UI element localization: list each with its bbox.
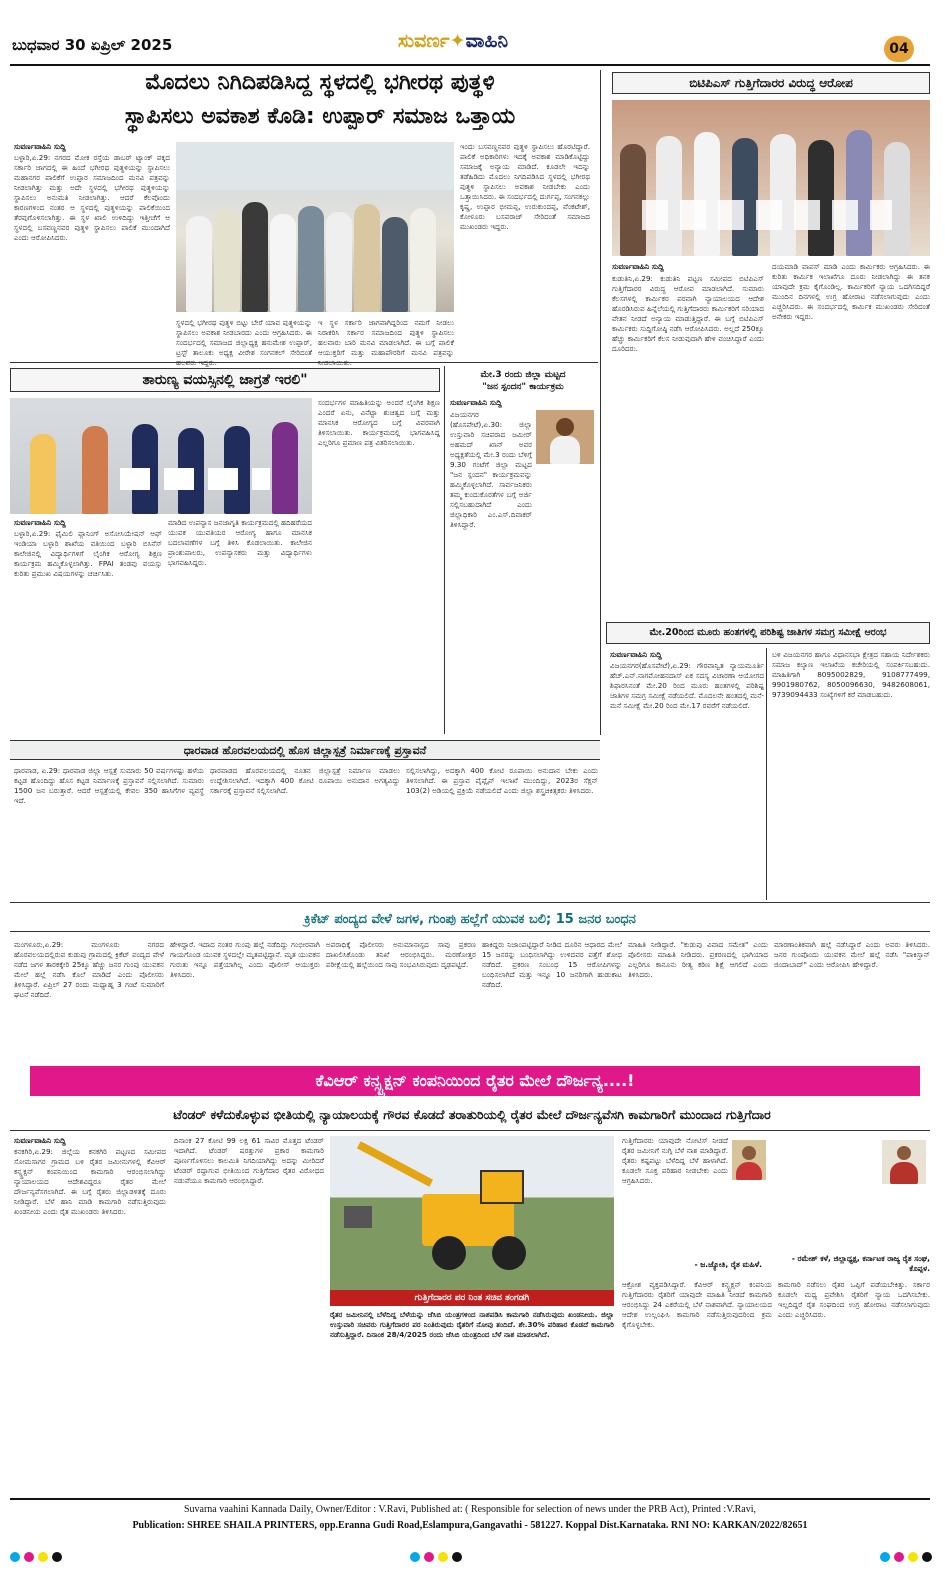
divider-story5	[766, 648, 767, 900]
story2-photo-workers	[612, 100, 930, 256]
story7-col6: ಮಾರಣಾಂತಿಕವಾಗಿ ಹಲ್ಲೆ ನಡೆಸಿದ್ದಾರೆ ಎಂದು ಅವರು ತಿಳಿಸಿದರು. ಜನರ ಗುಂಪೊಂದು ಯುವಕನ ಮೇಲೆ ಹಲ್ಲೆ ನಡೆಸಿ "ಪಾಕಿಸ್ತಾನ್ ಜಿಂದಾಬಾದ್" ಎಂದು ಆರೋಪಿಸಿ ಹೇಳಿದ್ದಾರೆ.	[774, 940, 930, 969]
story7-col2: ಹೇಳಿದ್ದಾರೆ. ಇದಾದ ನಂತರ ಗುಂಪು ಹಲ್ಲೆ ನಡೆದಿದ್ದು ಗಂಭೀರವಾಗಿ ಗಾಯಗೊಂಡ ಯುವಕ ಸ್ಥಳದಲ್ಲೇ ಮೃತಪಟ್ಟಿದ್ದಾನೆ. ಮೃತ ಯುವಕನ ಗುರುತು ಇನ್ನೂ ಪತ್ತೆಯಾಗಿಲ್ಲ ಎಂದು ಪೊಲೀಸ್ ಆಯುಕ್ತರು ತಿಳಿಸಿದರು.	[170, 940, 320, 979]
cyan-dot-icon	[880, 1552, 890, 1562]
story3-col1: ಬಳ್ಳಾರಿ,ಏ.29: ಫೈಮಿಲಿ ಪ್ಲಾನಿಂಗ್ ಅಸೋಸಿಯೇಷನ್ ಆಫ್ ಇಂಡಿಯಾ ಬಳ್ಳಾರಿ ಶಾಖೆಯ ವತಿಯಿಂದ ಬಳ್ಳಾರಿ ಬಿಸಿನೆಸ್ ಕಾಲೇಜಿನಲ್ಲಿ ವಿದ್ಯಾರ್ಥಿಗಳಿಗೆ ಲೈಂಗಿಕ ಆರೋಗ್ಯ ಶಿಕ್ಷಣ ಕಾರ್ಯಕ್ರಮ ಹಮ್ಮಿಕೊಳ್ಳಲಾಗಿತ್ತು. FPAI ತಂಡವು ವಯಸ್ಸು ಕುರಿತು ಪ್ರಮುಖ ವಿಷಯಗಳನ್ನು ಚರ್ಚಿಸಿತು.	[14, 529, 162, 578]
story5-col2: ಬಳಿ ವಿಜಯನಗರ ಹಾಗೂ ವಿಧಾನಸಭಾ ಕ್ಷೇತ್ರದ ಸಹಾಯ ನಿರ್ದೇಶಕರು ಸಮಾಜ ಕಲ್ಯಾಣ ಇಲಾಖೆಯ ಕಚೇರಿಯಲ್ಲಿ ಸಂಪರ್ಕಿಸಬಹುದು. ಮಾಹಿತಿಗಾಗಿ 8095002829, 9108777499, 9901980762, 8050096630, 9482608061, 9739094433 ಸಂಖ್ಯೆಗಳಿಗೆ ಕರೆ ಮಾಡಬಹುದು.	[772, 650, 930, 699]
story2-col1: ಕುಡುತಿನಿ,ಏ.29: ಕುಡುತಿನಿ ಪಟ್ಟಣ ಸಮೀಪದ ಬಿಟಿಪಿಎಸ್ ಗುತ್ತಿಗೆದಾರರ ವಿರುದ್ಧ ಆರೋಪ ಮಾಡಲಾಗಿದೆ. ಸುಮಾರು ಕೆಲಸಗಳಲ್ಲಿ ಕಾರ್ಮಿಕರ ಪರವಾಗಿ ನ್ಯಾಯಾಲಯದ ಆದೇಶ ಹೊರಡಿಸಿರುವ ಹಿನ್ನೆಲೆಯಲ್ಲಿ ಗುತ್ತಿಗೆದಾರರು ಕಾರ್ಮಿಕರಿಗೆ ಸರಿಯಾದ ವೇತನ ನೀಡದೆ ಅನ್ಯಾಯ ಮಾಡುತ್ತಿದ್ದಾರೆ. ಈ ಬಗ್ಗೆ ಬಿಟಿಪಿಎಸ್ ಕಾರ್ಮಿಕರು ಸುದ್ದಿಗೋಷ್ಠಿ ನಡೆಸಿ ಆರೋಪಿಸಿದರು. ಅಲ್ಲದೆ 250ಕ್ಕೂ ಹೆಚ್ಚು ಕಾರ್ಮಿಕರಿಗೆ ಕೆಲಸ ನೀಡುವುದಾಗಿ ಹೇಳಿ ವಂಚಿಸಿದ್ದಾರೆ ಎಂದು ದೂರಿದರು.	[612, 274, 764, 353]
footer-line1: Suvarna vaahini Kannada Daily, Owner/Editor : V.Ravi, Published at: ( Responsible for selection of news under the PRB Act), Printed :V.Ravi,	[183, 1504, 757, 1515]
column-divider-right	[600, 70, 601, 735]
cyan-dot-icon	[410, 1552, 420, 1562]
story6-headline: ಧಾರವಾಡ ಹೊರವಲಯದಲ್ಲಿ ಹೊಸ ಜಿಲ್ಲಾಸ್ಪತ್ರೆ ನಿರ್ಮಾಣಕ್ಕೆ ಪ್ರಸ್ತಾವನೆ	[10, 740, 600, 760]
divider-story6	[10, 902, 930, 903]
story6-col2: ಧಾರವಾಡದ ಹೊರವಲಯದಲ್ಲಿ ನೂತನ ಜಿಲ್ಲಾಸ್ಪತ್ರೆ ನಿರ್ಮಾಣ ಮಾಡಲು ಉದ್ದೇಶಿಸಲಾಗಿದೆ. ಇದಕ್ಕಾಗಿ 400 ಕೋಟಿ ರೂಪಾಯಿ ಅನುದಾನ ಅಗತ್ಯವಿದ್ದು ಸರ್ಕಾರಕ್ಕೆ ಪ್ರಸ್ತಾವನೆ ಸಲ್ಲಿಸಲಾಗಿದೆ.	[210, 766, 400, 795]
yellow-dot-icon	[438, 1552, 448, 1562]
story8-photo-jcb	[330, 1136, 614, 1290]
story1-col4: ಇಂದು ಬಸವಣ್ಣನವರ ಪುತ್ಥಳಿ ಸ್ಥಾಪಿಸಲು ಹೊರಟಿದ್ದಾರೆ. ಪಾಲಿಕೆ ಅಧಿಕಾರಿಗಳು ಇದಕ್ಕೆ ಅವಕಾಶ ಮಾಡಿಕೊಟ್ಟಿದ್ದು ಸಮಾಜಕ್ಕೆ ಅನ್ಯಾಯ ಮಾಡಿದೆ. ಕೂಡಲೇ ಇದನ್ನು ತಡೆಹಿಡಿದು ಮೊದಲು ನಿಗದಿಪಡಿಸಿದ ಸ್ಥಳದಲ್ಲಿ ಭಗೀರಥ ಪುತ್ಥಳಿ ಸ್ಥಾಪಿಸಲು ಅವಕಾಶ ನೀಡಬೇಕು ಎಂದು ಒತ್ತಾಯಿಸಿದರು. ಈ ಸಂದರ್ಭದಲ್ಲಿ ದುರ್ಗಪ್ಪ, ಸಂಗನಕಲ್ಲು ಕೃಷ್ಣ, ಉಪ್ಪಾರ ಭೀಮಪ್ಪ, ಉರುಕುಂದಪ್ಪ, ವೆಂಕಟೇಶ್, ಕೋಳೂರು ಬಸವರಾಜ್ ಸೇರಿದಂತೆ ಸಮಾಜದ ಮುಖಂಡರು ಇದ್ದರು.	[460, 142, 590, 231]
story1-col3: ಇ ಸ್ಥಳ ಸರ್ಕಾರಿ ಜಾಗವಾಗಿದ್ದರಿಂದ ನಮಗೆ ನೀಡಲು ನಿರಾಕರಿಸಿ ಸರ್ಕಾರ ಸಮಾಜದಿಂದ ಪುತ್ಥಳಿ ಸ್ಥಾಪಿಸಲು ಹಲವಾರು ಬಾರಿ ಮನವಿ ಮಾಡಲಾಗಿದೆ. ಈ ಬಗ್ಗೆ ಪಾಲಿಕೆ ಆಯುಕ್ತರಿಗೆ ಮತ್ತು ಮಹಾಪೌರರಿಗೆ ಮನವಿ ಪತ್ರವನ್ನು	[318, 318, 454, 357]
story1-col1: ಬಳ್ಳಾರಿ,ಏ.29: ನಗರದ ಮೋಕ ರಸ್ತೆಯ ಡಾಬರ್ ಟ್ಯಾಂಕ್ ಪಕ್ಕದ ಸರ್ಕಾರಿ ಜಾಗದಲ್ಲಿ ಈ ಹಿಂದೆ ಭಗೀರಥ ಪುತ್ಥಳಿಯನ್ನು ಸ್ಥಾಪಿಸಲು ಮಹಾನಗರ ಪಾಲಿಕೆಗೆ ಉಪ್ಪಾರ ಸಮಾಜದಿಂದ ಮನವಿ ಪತ್ರವನ್ನು ನೀಡಲಾಗಿತ್ತು ಮತ್ತು ಅದೇ ಸ್ಥಳದಲ್ಲಿ ಭಗೀರಥ ಪುತ್ಥಳಿಯನ್ನು ಸ್ಥಾಪಿಸಲು ಅನುಮತಿ ನೀಡಲಾಗಿತ್ತು. ಆದರೆ ಕೆಲವೊಂದು ಕಾರಣಗಳಿಂದ ನಂತರ ಆ ಸ್ಥಳದಲ್ಲಿ ಪುತ್ಥಳಿಯನ್ನು ಪಾಲಿಕೆಯಿಂದ ತೆರವುಗೊಳಿಸಲಾಗಿತ್ತು. ಈ ಸ್ಥಳ ಖಾಲಿ ಉಳಿದಿದ್ದು ಇತ್ತೀಚೆಗೆ ಆ ಸ್ಥಳದಲ್ಲಿ ಬಸವಣ್ಣನವರ ಪುತ್ಥಳಿ ಸ್ಥಾಪಿಸಲು ಪಾಲಿಕೆ ಮುಂದಾಗಿದೆ ಎಂದು ಆರೋಪಿಸಿದರು.	[14, 153, 170, 242]
story7-col3: ಅಪರಾಧಿಕ್ಕೆ ಪೊಲೀಸರು ಅನುಮಾನಾಸ್ಪದ ಸಾವು ಪ್ರಕರಣ ದಾಖಲಿಸಿಕೊಂಡು ತನಿಖೆ ಆರಂಭಿಸಿದ್ದರು. ಮರಣೋತ್ತರ ಪರೀಕ್ಷೆಯಲ್ಲಿ ಹಲ್ಲೆಯಿಂದ ಸಾವು ಸಂಭವಿಸಿರುವುದು ದೃಢಪಟ್ಟಿದೆ.	[326, 940, 476, 969]
story1-col2: ಸ್ಥಳದಲ್ಲಿ ಭಗೀರಥ ಪುತ್ಥಳಿ ಬಿಟ್ಟು ಬೇರೆ ಯಾವ ಪುತ್ಥಳಿಯನ್ನು ಸ್ಥಾಪಿಸಲು ಅವಕಾಶ ನೀಡಬಾರದು ಎಂದು ಆಗ್ರಹಿಸಿದರು. ಈ ಸಂದರ್ಭದಲ್ಲಿ ಸಮಾಜದ ಜಿಲ್ಲಾಧ್ಯಕ್ಷ ಹನುಮೇಶ ಉಪ್ಪಾರ್, ಟ್ರಸ್ಟ್ ತಾಲೂಕು ಅಧ್ಯಕ್ಷ ವೀರೇಶ ಸಂಗನಕಲ್ ಸೇರಿದಂತೆ	[176, 318, 312, 357]
story3-col2: ಮಾಡಿದ ಉಪನ್ಯಾಸ ಜನಜಾಗೃತಿ ಕಾರ್ಯಕ್ರಮದಲ್ಲಿ ಹದಿಹರೆಯದ ಯುವಕ ಯುವತಿಯರ ಆರೋಗ್ಯ ಹಾಗೂ ಮಾನಸಿಕ ಬದಲಾವಣೆಗಳ ಬಗ್ಗೆ ತಿಳಿಸಿ ಕೊಡಲಾಯಿತು. ಕಾಲೇಜಿನ ಪ್ರಾಂಶುಪಾಲರು, ಉಪನ್ಯಾಸಕರು ಮತ್ತು ವಿದ್ಯಾರ್ಥಿಗಳು ಭಾಗವಹಿಸಿದ್ದರು.	[168, 518, 312, 567]
footer-line2: Publication: SHREE SHAILA PRINTERS, opp.Eranna Gudi Road,Eslampura,Gangavathi - 581227. Koppal Dist.Karnataka. RNI NO: KARKAN/2022/82651	[132, 1520, 808, 1531]
story1-byline: ಸುವರ್ಣವಾಹಿನಿ ಸುದ್ದಿ	[14, 142, 66, 151]
story1-photo-group	[176, 142, 454, 312]
masthead-rule	[10, 64, 930, 66]
story8-col5: ಆಕ್ರೋಶ ವ್ಯಕ್ತಪಡಿಸಿದ್ದಾರೆ. ಕೆವಿಆರ್ ಕನ್ಸ್ಟ್ರಕ್ಷನ್ ಕಂಪನಿಯ ಗುತ್ತಿಗೆದಾರರು ರೈತರಿಗೆ ಯಾವುದೇ ಮಾಹಿತಿ ನೀಡದೆ ಕಾಮಗಾರಿ ಆರಂಭಿಸಿದ್ದು 24 ಎಕರೆಯಲ್ಲಿ ಬೆಳೆ ನಾಶವಾಗಿದೆ. ನ್ಯಾಯಾಲಯದ ಆದೇಶ ಉಲ್ಲಂಘಿಸಿ ಕಾಮಗಾರಿ ನಡೆಸುತ್ತಿರುವುದರಿಂದ ಕ್ರಮ ಕೈಗೊಳ್ಳಬೇಕು.	[622, 1280, 772, 1329]
story8-subhead: ಟೆಂಡರ್ ಕಳೆದುಕೊಳ್ಳುವ ಭೀತಿಯಲ್ಲಿ ನ್ಯಾಯಾಲಯಕ್ಕೆ ಗೌರವ ಕೊಡದೆ ತರಾತುರಿಯಲ್ಲಿ ರೈತರ ಮೇಲೆ ದೌರ್ಜನ್ಯವೆಸಗಿ ಕಾಮಗಾರಿಗೆ ಮುಂದಾದ ಗುತ್ತಿಗೆದಾರ	[173, 1107, 771, 1122]
story4-body: ವಿಜಯನಗರ (ಹೊಸಪೇಟೆ),ಏ.30: ಜಿಲ್ಲಾ ಉಸ್ತುವಾರಿ ಸಚಿವರಾದ ಜಮೀರ್ ಅಹಮದ್ ಖಾನ್ ಅವರ ಅಧ್ಯಕ್ಷತೆಯಲ್ಲಿ ಮೇ.3 ರಂದು ಬೆಳಿಗ್ಗೆ 9.30 ಗಂಟೆಗೆ ಜಿಲ್ಲಾ ಮಟ್ಟದ "ಜನ ಸ್ಪಂದನ" ಕಾರ್ಯಕ್ರಮವನ್ನು ಹಮ್ಮಿಕೊಳ್ಳಲಾಗಿದೆ. ಸಾರ್ವಜನಿಕರು ತಮ್ಮ ಕುಂದುಕೊರತೆಗಳ ಬಗ್ಗೆ ಅರ್ಜಿ ಸಲ್ಲಿಸಬಹುದಾಗಿದೆ ಎಂದು ಜಿಲ್ಲಾಧಿಕಾರಿ ಎಂ.ಎಸ್.ದಿವಾಕರ್ ತಿಳಿಸಿದ್ದಾರೆ.	[450, 410, 532, 529]
story8-quote2-name: - ರಮೇಶ್ ಕಳೆ, ಜಿಲ್ಲಾಧ್ಯಕ್ಷ, ಕರ್ನಾಟಕ ರಾಜ್ಯ ರೈತ ಸಂಘ, ಕೊಪ್ಪಳ.	[791, 1254, 930, 1273]
story7-col1: ಮಂಗಳೂರು,ಏ.29: ಮಂಗಳೂರು ನಗರದ ಹೊರವಲಯದಲ್ಲಿರುವ ಕುಡುಪು ಗ್ರಾಮದಲ್ಲಿ ಕ್ರಿಕೆಟ್ ಪಂದ್ಯದ ವೇಳೆ ನಡೆದ ಜಗಳ ತಾರಕಕ್ಕೇರಿ 25ಕ್ಕೂ ಹೆಚ್ಚು ಜನರ ಗುಂಪು ಯುವಕನ ಮೇಲೆ ಹಲ್ಲೆ ನಡೆಸಿ ಕೊಲೆ ಮಾಡಿದೆ ಎಂದು ಪೊಲೀಸರು ತಿಳಿಸಿದ್ದಾರೆ. ಏಪ್ರಿಲ್ 27 ರಂದು ಮಧ್ಯಾಹ್ನ 3 ಗಂಟೆ ಸುಮಾರಿಗೆ ಘಟನೆ ನಡೆದಿದೆ.	[14, 940, 164, 999]
story7-headline: ಕ್ರಿಕೆಟ್ ಪಂದ್ಯದ ವೇಳೆ ಜಗಳ, ಗುಂಪು ಹಲ್ಲೆಗೆ ಯುವಕ ಬಲಿ; 15 ಜನರ ಬಂಧನ	[10, 908, 930, 932]
cyan-dot-icon	[10, 1552, 20, 1562]
story4-headline-line1: ಮೇ.3 ರಂದು ಜಿಲ್ಲಾ ಮಟ್ಟದ	[480, 370, 566, 380]
brand-right: ವಾಹಿನಿ	[465, 30, 509, 52]
story4-headline-line2: "ಜನ ಸ್ಪಂದನ" ಕಾರ್ಯಕ್ರಮ	[482, 382, 564, 392]
issue-date: ಬುಧವಾರ 30 ಏಪ್ರಿಲ್ 2025	[12, 36, 173, 54]
story5-headline: ಮೇ.20ರಿಂದ ಮೂರು ಹಂತಗಳಲ್ಲಿ ಪರಿಶಿಷ್ಟ ಜಾತಿಗಳ ಸಮಗ್ರ ಸಮೀಕ್ಷೆ ಆರಂಭ	[606, 622, 930, 644]
story8-col4: ಗುತ್ತಿಗೆದಾರರು ಯಾವುದೇ ನೋಟಿಸ್ ನೀಡದೆ ರೈತರ ಜಮೀನಿಗೆ ನುಗ್ಗಿ ಬೆಳೆ ನಾಶ ಮಾಡಿದ್ದಾರೆ. ರೈತರು ಕಷ್ಟಪಟ್ಟು ಬೆಳೆದಿದ್ದ ಬೆಳೆ ಹಾಳಾಗಿದೆ. ಕೂಡಲೇ ಸೂಕ್ತ ಪರಿಹಾರ ನೀಡಬೇಕು ಎಂದು ಆಗ್ರಹಿಸಿದರು.	[622, 1136, 728, 1185]
story8-quote1-name: - ಜ.ಜ್ಯೋತಿ, ರೈತ ಮಹಿಳೆ.	[694, 1260, 762, 1269]
story2-headline: ಬಿಟಿಪಿಎಸ್ ಗುತ್ತಿಗೆದಾರರ ವಿರುದ್ಧ ಆರೋಪ	[612, 72, 930, 94]
brand-star-icon: ✦	[449, 30, 466, 52]
story6-col1: ಧಾರವಾಡ, ಏ.29: ಧಾರವಾಡ ಜಿಲ್ಲಾ ಆಸ್ಪತ್ರೆ ಸುಮಾರು 50 ವರ್ಷಗಳಷ್ಟು ಹಳೆಯ ಕಟ್ಟಡ ಹೊಂದಿದ್ದು ಹೊಸ ಕಟ್ಟಡ ನಿರ್ಮಾಣಕ್ಕೆ ಪ್ರಸ್ತಾವನೆ ಸಲ್ಲಿಸಲಾಗಿದೆ. ಸುಮಾರು 1500 ಜನ ಬರುತ್ತಾರೆ. ಆದರೆ ಆಸ್ಪತ್ರೆಯಲ್ಲಿ ಕೇವಲ 350 ಹಾಸಿಗೆಗಳ ವ್ಯವಸ್ಥೆ ಇದೆ.	[14, 766, 204, 805]
story3-byline: ಸುವರ್ಣವಾಹಿನಿ ಸುದ್ದಿ	[14, 518, 66, 527]
story1-headline-line1: ಮೊದಲು ನಿಗಿದಿಪಡಿಸಿದ್ದ ಸ್ಥಳದಲ್ಲಿ ಭಗೀರಥ ಪುತ್ಥಳಿ	[145, 70, 495, 95]
story7-col4: ಹಾಕಿದ್ದರು ನಿಜಾಂಪಟ್ಟಿದ್ದಾರೆ ನೀಡಿದ ದೂರಿನ ಆಧಾರದ ಮೇಲೆ 15 ಜನರನ್ನು ಬಂಧಿಸಲಾಗಿದ್ದು ಉಳಿದವರ ಪತ್ತೆಗೆ ಶೋಧ ನಡೆದಿದೆ. ಪ್ರಕರಣ ಸಂಬಂಧ 15 ಆರೋಪಿಗಳನ್ನು ಬಂಧಿಸಲಾಗಿದೆ ಮತ್ತು ಇನ್ನೂ 10 ಜನರಿಗಾಗಿ ಹುಡುಕಾಟ ನಡೆದಿದೆ.	[482, 940, 622, 989]
yellow-dot-icon	[38, 1552, 48, 1562]
black-dot-icon	[452, 1552, 462, 1562]
story8-photo-quote1	[732, 1140, 766, 1180]
story8-col3: ರೈತರ ಜಮೀನಿನಲ್ಲಿ ಬೆಳೆದಿದ್ದ ಬೆಳೆಯನ್ನು ಜೆಸಿಬಿ ಯಂತ್ರಗಳಿಂದ ನಾಶಪಡಿಸಿ ಕಾಮಗಾರಿ ನಡೆಸಿರುವುದು ಖಂಡನೀಯ. ಜಿಲ್ಲಾ ಉಸ್ತುವಾರಿ ಸಚಿವರು ಗುತ್ತಿಗೆದಾರರ ಪರ ನಿಂತಿರುವುದು ರೈತರಿಗೆ ನೋವು ತಂದಿದೆ. ಶೇ.30% ಪರಿಹಾರ ಕೊಡದೆ ಕಾಮಗಾರಿ ನಡೆಸುತ್ತಿದ್ದಾರೆ. ದಿನಾಂಕ 28/4/2025 ರಂದು ಜೆಸಿಬಿ ಯಂತ್ರದಿಂದ ಬೆಳೆ ನಾಶ ಮಾಡಲಾಗಿದೆ.	[330, 1310, 614, 1339]
story3-photo-students	[10, 398, 312, 514]
story8-col2: ದಿನಾಂಕ 27 ಕೋಟಿ 99 ಲಕ್ಷ 61 ಸಾವಿರ ಮೊತ್ತದ ಟೆಂಡರ್ ಇದಾಗಿದೆ. ಟೆಂಡರ್ ಷರತ್ತುಗಳ ಪ್ರಕಾರ ಕಾಮಗಾರಿ ಪೂರ್ಣಗೊಳಿಸಲು ಕಾಲಮಿತಿ ನಿಗದಿಯಾಗಿದ್ದು ಅದನ್ನು ಮೀರಿದರೆ ಟೆಂಡರ್ ರದ್ದಾಗುವ ಭೀತಿಯಿಂದ ಗುತ್ತಿಗೆದಾರ ರೈತರ ವಿರೋಧದ ನಡುವೆಯೂ ಕಾಮಗಾರಿ ಆರಂಭಿಸಿದ್ದಾರೆ.	[174, 1136, 324, 1185]
story5-col1: ವಿಜಯನಗರ(ಹೊಸಪೇಟೆ),ಏ.29: ಗೌರವಾನ್ವಿತ ನ್ಯಾಯಮೂರ್ತಿ ಹೆಚ್.ಎನ್.ನಾಗಮೋಹನದಾಸ್ ಏಕ ಸದಸ್ಯ ವಿಚಾರಣಾ ಆಯೋಗದ ಶಿಫಾರಸಿನಂತೆ ಮೇ.20 ರಿಂದ ಮೂರು ಹಂತಗಳಲ್ಲಿ ಪರಿಶಿಷ್ಟ ಜಾತಿಗಳ ಸಮಗ್ರ ಸಮೀಕ್ಷೆ ನಡೆಯಲಿದೆ. ಮೊದಲನೇ ಹಂತದಲ್ಲಿ ಮನೆ-ಮನೆ ಸಮೀಕ್ಷೆ ಮೇ.20 ರಿಂದ ಮೇ.17 ರವರೆಗೆ ನಡೆಯಲಿದೆ.	[610, 661, 764, 710]
page-number: 04	[884, 36, 914, 62]
magenta-dot-icon	[424, 1552, 434, 1562]
story8-col6: ಕಾಮಗಾರಿ ನಡೆಸಲು ರೈತರ ಒಪ್ಪಿಗೆ ಪಡೆಯಬೇಕಿತ್ತು. ಸರ್ಕಾರ ಕೂಡಲೇ ಮಧ್ಯ ಪ್ರವೇಶಿಸಿ ರೈತರಿಗೆ ನ್ಯಾಯ ಒದಗಿಸಬೇಕು. ಇಲ್ಲದಿದ್ದರೆ ರೈತ ಸಂಘದಿಂದ ಉಗ್ರ ಹೋರಾಟ ನಡೆಸಲಾಗುವುದು ಎಂದು ಎಚ್ಚರಿಸಿದರು.	[778, 1280, 930, 1319]
magenta-dot-icon	[894, 1552, 904, 1562]
story8-photo-quote2	[882, 1140, 926, 1184]
brand-left: ಸುವರ್ಣ	[398, 30, 450, 52]
footer-rule	[10, 1498, 930, 1500]
story4-byline: ಸುವರ್ಣವಾಹಿನಿ ಸುದ್ದಿ	[450, 398, 502, 407]
story6-col3: ಸಲ್ಲಿಸಲಾಗಿದ್ದು, ಅದಕ್ಕಾಗಿ 400 ಕೋಟಿ ರೂಪಾಯಿ ಅನುದಾನ ಬೇಕು ಎಂದು ತಿಳಿಸಲಾಗಿದೆ. ಈ ಪ್ರಸ್ತಾವ ಪೈಪ್ಲೈನ್ ಇಲಾಖೆ ಮುಂದಿದ್ದು, 2023ರ ಸೆಕ್ಷನ್ 103(2) ಅಡಿಯಲ್ಲಿ ಪ್ರಕ್ರಿಯೆ ನಡೆಯಲಿದೆ ಎಂದು ಜಿಲ್ಲಾ ಶಸ್ತ್ರಚಿಕಿತ್ಸಕರು ತಿಳಿಸಿದರು.	[406, 766, 598, 795]
black-dot-icon	[922, 1552, 932, 1562]
divider-story8	[10, 1130, 930, 1131]
story7-col5: ಮಾಹಿತಿ ನೀಡಿದ್ದಾರೆ. "ಕುಡುಪು ವಿವಾದ ಸಮೇತ" ಎಂದು ಪೊಲೀಸರು ಮಾಹಿತಿ ನೀಡಿದರು. ಪ್ರಕರಣದಲ್ಲಿ ಭಾಗಿಯಾದ ಎಲ್ಲರಿಗೂ ಕಾನೂನು ರೀತ್ಯ ಕಠಿಣ ಶಿಕ್ಷೆ ಆಗಲಿದೆ ಎಂದು ತಿಳಿಸಿದರು.	[628, 940, 768, 979]
story1-headline-line2: ಸ್ಥಾಪಿಸಲು ಅವಕಾಶ ಕೊಡಿ: ಉಪ್ಪಾರ್ ಸಮಾಜ ಒತ್ತಾಯ	[124, 104, 516, 129]
story4-photo-minister	[536, 410, 594, 464]
black-dot-icon	[52, 1552, 62, 1562]
story2-col2: ದಯಮಾಡಿ ವಾಪಸ್ ಮಾಡಿ ಎಂದು ಕಾರ್ಮಿಕರು ಆಗ್ರಹಿಸಿದರು. ಈ ಕುರಿತು ಕಾರ್ಮಿಕ ಇಲಾಖೆಗೂ ದೂರು ನೀಡಲಾಗಿದ್ದು ಈ ತನಕ ಯಾವುದೇ ಕ್ರಮ ಕೈಗೊಂಡಿಲ್ಲ. ಕಾರ್ಮಿಕರಿಗೆ ನ್ಯಾಯ ಒದಗಿಸದಿದ್ದರೆ ಮುಂದಿನ ದಿನಗಳಲ್ಲಿ ಉಗ್ರ ಹೋರಾಟ ನಡೆಸಲಾಗುವುದು ಎಂದು ಎಚ್ಚರಿಸಿದರು. ಈ ಸಂದರ್ಭದಲ್ಲಿ ಕಾರ್ಮಿಕ ಮುಖಂಡರು ಸೇರಿದಂತೆ ಅನೇಕರು ಇದ್ದರು.	[772, 262, 930, 321]
brand-logo	[398, 30, 550, 56]
story2-byline: ಸುವರ್ಣವಾಹಿನಿ ಸುದ್ದಿ	[612, 262, 664, 271]
divider-story1	[10, 362, 598, 363]
story5-byline: ಸುವರ್ಣವಾಹಿನಿ ಸುದ್ದಿ	[610, 650, 662, 659]
magenta-dot-icon	[24, 1552, 34, 1562]
yellow-dot-icon	[908, 1552, 918, 1562]
story3-col3: ಸಂದರ್ಭಗಳ ಮಾಹಿತಿಯನ್ನು ಅಂದರೆ ಲೈಂಗಿಕ ಶಿಕ್ಷಣ ಎಂದರೆ ಏನು, ವಿನೆಟ್ಟಾ ಶುಚಿತ್ವದ ಬಗ್ಗೆ ಮತ್ತು ಮಾನಸಿಕ ಆರೋಗ್ಯದ ಬಗ್ಗೆ ವಿವರವಾಗಿ ತಿಳಿಸಲಾಯಿತು. ಕಾರ್ಯಕ್ರಮದಲ್ಲಿ ಭಾಗವಹಿಸಿದ್ದ ಎಲ್ಲರಿಗೂ ಪ್ರಮಾಣ ಪತ್ರ ವಿತರಿಸಲಾಯಿತು.	[318, 398, 440, 447]
divider-story3	[444, 366, 445, 734]
story8-photo-caption: ಗುತ್ತಿಗೆದಾರರ ಪರ ನಿಂತ ಸಚಿವ ತಂಗಡಗಿ	[330, 1290, 614, 1306]
story3-headline: ತಾರುಣ್ಯ ವಯಸ್ಸಿನಲ್ಲಿ ಜಾಗ್ರತೆ ಇರಲಿ"	[10, 368, 440, 392]
story8-banner: ಕೆವಿಆರ್ ಕನ್ಸ್ಟ್ರಕ್ಷನ್ ಕಂಪನಿಯಿಂದ ರೈತರ ಮೇಲೆ ದೌರ್ಜನ್ಯ....!	[30, 1066, 920, 1096]
story8-byline: ಸುವರ್ಣವಾಹಿನಿ ಸುದ್ದಿ	[14, 1136, 66, 1145]
story8-col1: ಕನಕಗಿರಿ,ಏ.29: ಜಿಲ್ಲೆಯ ಕನಕಗಿರಿ ಪಟ್ಟಣದ ಸಮೀಪದ ಸೋಮಸಾಗರ ಗ್ರಾಮದ ಬಳಿ ರೈತರ ಜಮೀನುಗಳಲ್ಲಿ ಕೆವಿಆರ್ ಕನ್ಸ್ಟ್ರಕ್ಷನ್ ಕಂಪನಿಯಿಂದ ಕಾಮಗಾರಿ ಆರಂಭಿಸಲಾಗಿದ್ದು ನ್ಯಾಯಾಲಯದ ಆದೇಶವಿದ್ದರೂ ರೈತರ ಮೇಲೆ ದೌರ್ಜನ್ಯವೆಸಗಲಾಗಿದೆ. ಈ ಬಗ್ಗೆ ರೈತರು ಜಿಲ್ಲಾಡಳಿತಕ್ಕೆ ದೂರು ನೀಡಿದ್ದಾರೆ. ಬೆಳೆ ಹಾನಿ ಮಾಡಿ ಕಾಮಗಾರಿ ನಡೆಸುತ್ತಿರುವುದು ಖಂಡನೀಯ ಎಂದು ರೈತ ಮುಖಂಡರು ತಿಳಿಸಿದರು.	[14, 1147, 166, 1216]
